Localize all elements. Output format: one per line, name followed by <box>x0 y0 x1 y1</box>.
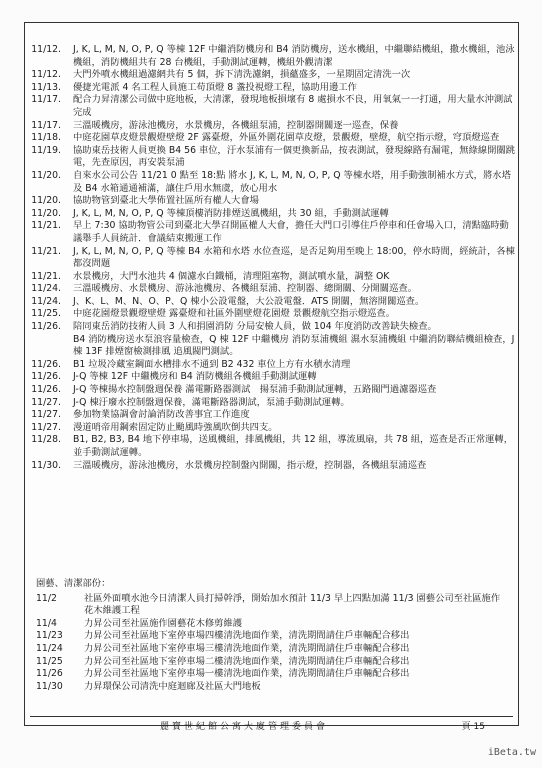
log-entry <box>28 434 516 459</box>
log-entry <box>28 296 516 309</box>
entry-text: 三溫暖機房、水景機房、游泳池機房、各機組泵浦、控制器、總開關、分開關巡查。 <box>73 283 417 295</box>
entry-text: 力昇公司至社區施作園藝花木修剪維護 <box>84 617 243 629</box>
entry-text: J-Q 棟汙廢水控制盤週保養，滿電斷路器測試，泵浦手動測試運轉。 <box>73 396 350 408</box>
footer-organization: 麗寶世紀館公寓大廈管理委員會 <box>160 722 329 732</box>
log-entry <box>28 69 516 82</box>
entry-text: 中庭花園燈景觀燈壁燈 露臺燈和社區外圍壁燈花園燈 景觀燈航空指示燈巡查。 <box>73 308 396 320</box>
section-heading: 園藝、清潔部份： <box>36 578 111 589</box>
entry-text: J-Q 等棟揚水控制盤週保養 滿電斷路器測試 揚泵浦手動測試運轉，五路閥門過濾器巡查 <box>73 384 437 396</box>
entry-text: 參加物業協調會討論消防改善事宜工作進度 <box>73 409 250 421</box>
entry-date: 11/12. <box>31 69 61 81</box>
log-entry <box>36 593 506 618</box>
log-entry <box>28 271 516 284</box>
log-entry <box>36 668 506 681</box>
entry-text: J、K、L、M、N、O、P、Q 棟小公設電盤，大公設電盤．ATS 開關，無溶開關巡查。 <box>73 295 425 307</box>
log-entry <box>28 82 516 95</box>
entry-date: 11/4 <box>36 617 57 629</box>
log-entry <box>28 460 516 473</box>
entry-text: 三溫暖機房，游泳池機房，水景機房，各機組泵浦，控制器開關逐一巡查，保養 <box>73 119 399 131</box>
entry-text: 力昇公司至社區地下室停車場四樓清洗地面作業，清洗期間請住戶車輛配合移出 <box>84 630 410 642</box>
entry-date: 11/27. <box>31 409 61 421</box>
entry-date: 11/13. <box>31 81 61 93</box>
entry-text: 漫道哨帝用鋼索固定防止颱風時強風吹倒共四支。 <box>73 421 278 433</box>
log-entry <box>36 656 506 669</box>
log-entry <box>28 397 516 410</box>
entry-text: 三溫暖機房，游泳池機房，水景機房控制盤內開關，指示燈，控制器，各機組泵浦巡查 <box>73 459 427 471</box>
log-entry <box>28 409 516 422</box>
entry-text: 力昇公司至社區地下室停車場三樓清洗地面作業，清洗期間請住戶車輛配合移出 <box>84 642 410 654</box>
log-entry <box>28 283 516 296</box>
entry-date: 11/20. <box>31 195 61 207</box>
entry-date: 11/17. <box>31 119 61 131</box>
entry-text: 早上 7:30 協助物管公司到臺北大學召開區權人大會，擔任大門口引導住戶停車和任會場入口，清點臨時動議舉手人員統計．會議結束搬運工作 <box>73 220 509 244</box>
entry-date: 11/24. <box>31 295 61 307</box>
entry-date: 11/30 <box>36 680 63 692</box>
page-number: 頁 15 <box>461 722 485 732</box>
log-entry <box>36 630 506 643</box>
entry-text: 大門外噴水機組過濾網共有 5 個，拆下清洗濾網，損蘊盛多，一星期固定清洗一次 <box>73 69 411 81</box>
entry-date: 11/26 <box>36 668 63 680</box>
entry-text: 社區外面噴水池今日清潔人員打掃幹淨，開始加水預計 11/3 早上四點加滿 11/3 園藝公司至社區施作花木維護工程 <box>84 592 501 617</box>
entry-date: 11/25. <box>31 308 61 320</box>
entry-text: 中庭花園草皮燈景觀燈壁燈 2F 露臺燈，外區外圍花園草皮燈，景觀燈，壁燈，航空指示燈，穹頂燈巡查 <box>73 132 500 144</box>
entry-text: 力昇公司至社區地下室停車場一樓清洗地面作業，清洗期間請住戶車輛配合移出 <box>84 668 410 680</box>
entry-text: 協助物管到臺北大學佈置社區所有權人大會場 <box>73 195 259 207</box>
entry-text: 水景機房，大門水池共 4 個濾水白鐵桶，清理阻塞物，測試噴水量，調整 OK <box>73 270 390 282</box>
entry-date: 11/18. <box>31 132 61 144</box>
entry-date: 11/17. <box>31 94 61 106</box>
entry-date: 11/20. <box>31 169 61 181</box>
entry-date: 11/19. <box>31 144 61 156</box>
entry-date: 11/26. <box>31 371 61 383</box>
entry-text: B4 消防機房送水泵浪容量檢查，Q 棟 12F 中繼機房 消防泵浦機組 濕水泵浦機組 中繼消防聯結機組檢查，J 棟 13F 排煙窗檢測排風 追風閥門測試。 <box>73 333 518 358</box>
entry-text: 優捷光電派 4 名工程人員施工苟頂燈 8 盞投視燈工程，協助用邊工作 <box>73 81 357 93</box>
log-entry <box>28 246 516 271</box>
log-entry <box>36 618 506 631</box>
watermark: iBeta.tw <box>487 747 536 758</box>
entry-date: 11/24 <box>36 642 63 654</box>
entry-date: 11/20. <box>31 207 61 219</box>
entry-text: 自來水公司公告 11/21 0 點至 18:點 將水 J, K, L, M, N, O, P, Q 等棟水塔，用手動強制補水方式，將水塔及 B4 水箱通通補滿，讓住戶用水無虞，放心用水 <box>73 169 511 194</box>
entry-date: 11/27. <box>31 396 61 408</box>
log-entry <box>28 195 516 208</box>
entry-date <box>28 334 73 359</box>
page-footer <box>30 716 513 737</box>
entry-text: J, K, L, M, N, O, P, Q 等棟 12F 中繼消防機房和 B4 消防機房，送水機組，中繼聯結機組，撒水機組，池泳機組，消防機組共有 28 台機組，手動測試運轉，機組外觀清潔 <box>73 44 515 68</box>
log-entry <box>28 422 516 435</box>
log-entry <box>28 334 516 359</box>
log-entry <box>28 308 516 321</box>
log-entry <box>28 208 516 221</box>
log-entry <box>28 371 516 384</box>
log-entry <box>28 170 516 195</box>
entry-date: 11/21. <box>31 220 61 232</box>
entry-date: 11/27. <box>31 421 61 433</box>
log-entry <box>28 321 516 334</box>
garden-cleaning-section <box>36 578 506 693</box>
log-entry <box>28 359 516 372</box>
entry-text: B1 垃圾冷藏室鋼面水槽排水不通到 B2 432 車位上方有水積水清理 <box>73 358 351 370</box>
log-entry <box>28 94 516 119</box>
log-entry <box>28 145 516 170</box>
log-entry <box>36 681 506 694</box>
entry-text: J, K, L, M, N, O, P, Q 等棟頂樓消防排煙送風機組，共 30 組，手動測試運轉 <box>73 207 389 219</box>
entry-text: B1, B2, B3, B4 地下停車場，送風機組，排風機組，共 12 組，導流風扇，共 78 組，巡查是否正常運轉，並手動測試運轉。 <box>73 434 514 458</box>
log-entry <box>28 120 516 133</box>
entry-date: 11/26. <box>31 384 61 396</box>
entry-date: 11/26. <box>31 358 61 370</box>
entry-date: 11/21. <box>31 245 61 257</box>
entry-date: 11/12. <box>31 44 61 55</box>
entry-date: 11/30. <box>31 459 61 471</box>
entry-text: 配合力昇清潔公司做中庭地板，大清潔，發現地板損壞有 8 處損水不良，用氧氣一一打通，用大量水沖測試完成 <box>73 94 513 118</box>
entry-text: 陪同東岳消防技術人員 3 人和捐園消防 分局安檢人員，做 104 年度消防改善缺失檢查。 <box>73 321 437 333</box>
entry-text: 協助東岳技術人員更換 B4 56 車位，汙水泵浦有一個更換新品，按表測試，發現線路有漏電，無綠線開關跳電，先查原因，再安裝泵浦 <box>73 144 516 169</box>
log-entry <box>28 384 516 397</box>
garden-list <box>36 593 506 694</box>
entry-date: 11/24. <box>31 283 61 295</box>
entry-date: 11/26. <box>31 321 61 333</box>
entry-text: 力昇環保公司清洗中庭迴廊及社區大門地板 <box>84 680 261 692</box>
entry-date: 11/28. <box>31 434 61 446</box>
log-entry <box>36 643 506 656</box>
entry-date: 11/23 <box>36 630 63 642</box>
entry-date: 11/21. <box>31 270 61 282</box>
entry-text: J-Q 等棟 12F 中繼機房和 B4 消防機組各機組手動測試運轉 <box>73 371 317 383</box>
entry-text: J, K, L, M, N, O, P, Q 等棟 B4 水箱和水塔 水位查巡，是否足夠用至晚上 18:00，停水時間，經統計，各棟都沒問題 <box>73 245 515 270</box>
entry-date: 11/25 <box>36 655 63 667</box>
maintenance-log <box>28 44 516 472</box>
log-entry <box>28 132 516 145</box>
log-entry <box>28 220 516 245</box>
entry-text: 力昇公司至社區地下室停車場二樓清洗地面作業，清洗期間請住戶車輛配合移出 <box>84 655 410 667</box>
entry-date: 11/2 <box>36 592 57 604</box>
log-entry <box>28 44 516 69</box>
